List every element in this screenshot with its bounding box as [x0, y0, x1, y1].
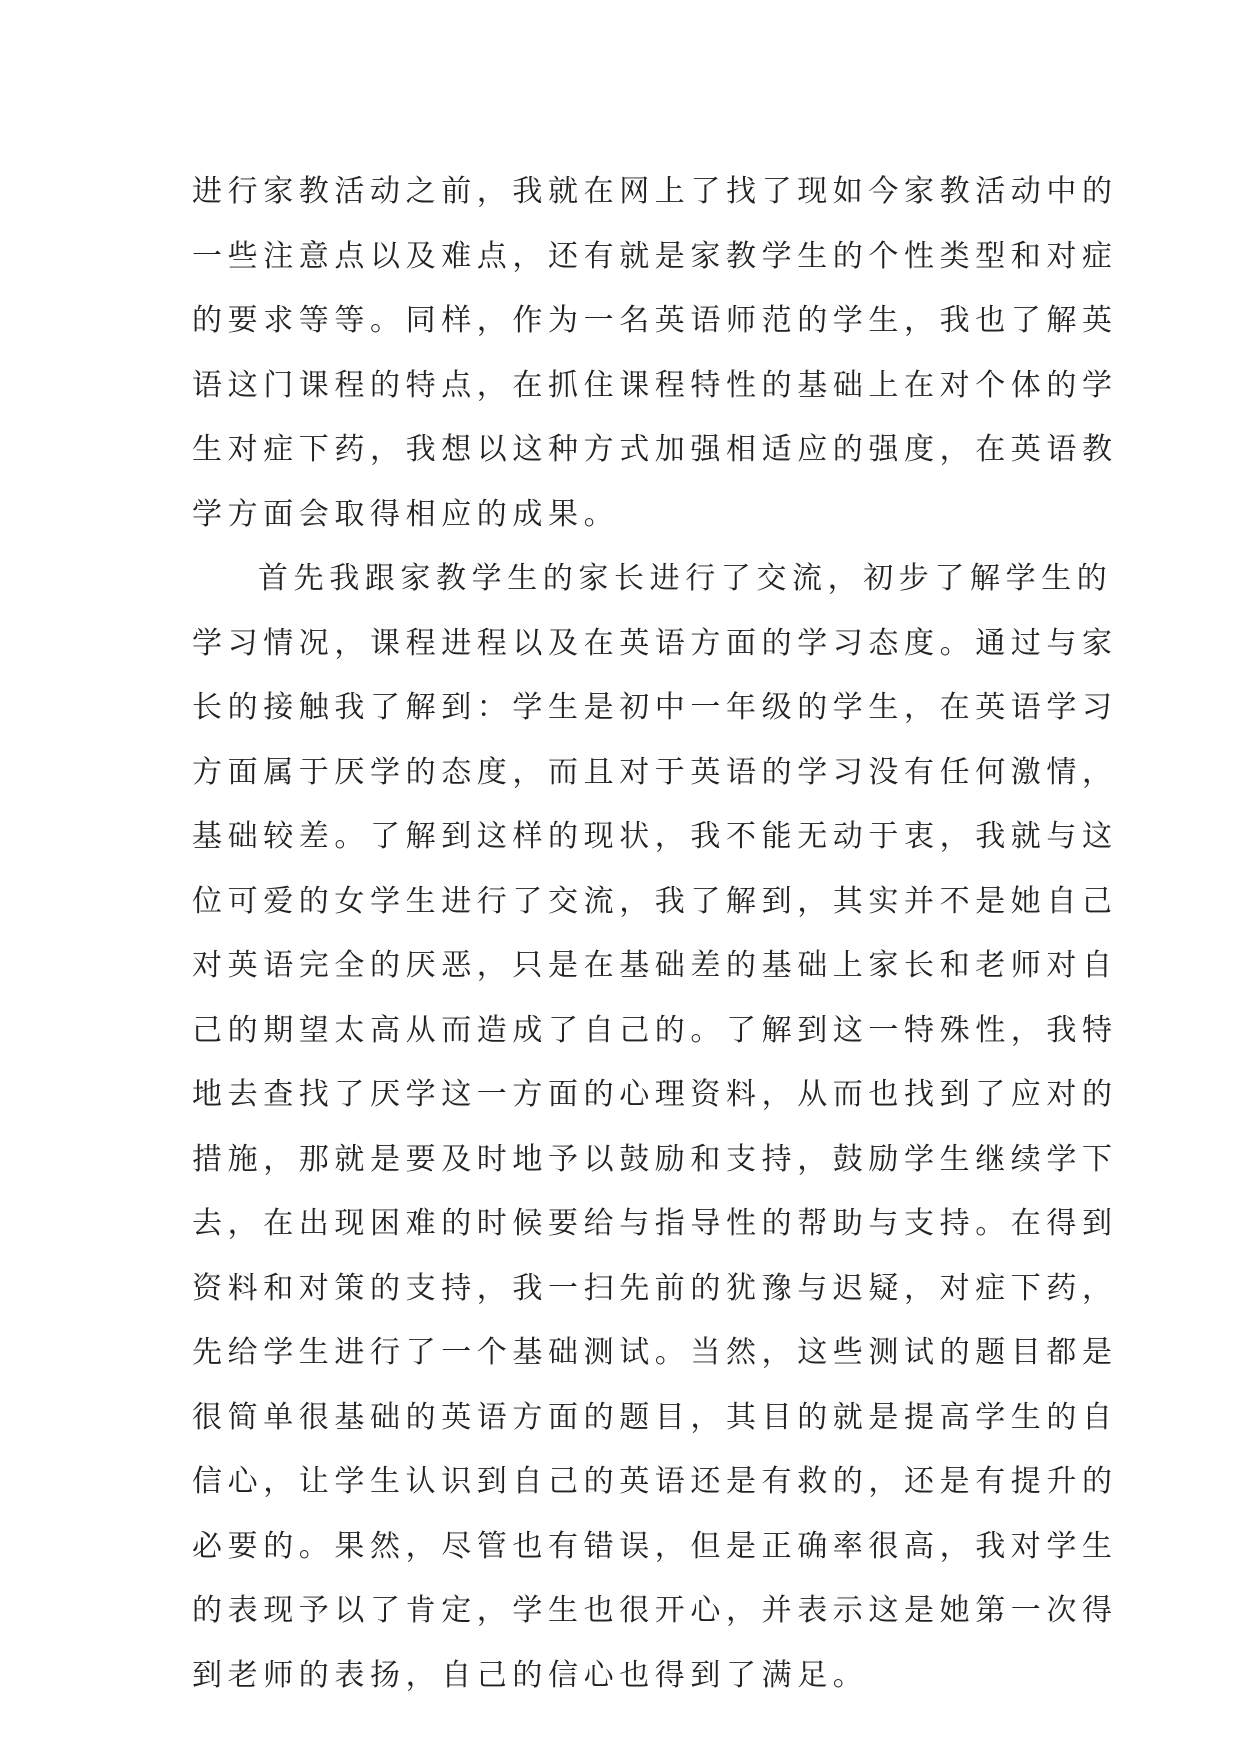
text-line: 语这门课程的特点，在抓住课程特性的基础上在对个体的学 [192, 367, 1118, 403]
text-line: 的表现予以了肯定，学生也很开心，并表示这是她第一次得 [192, 1593, 1118, 1628]
text-line: 的要求等等。同样，作为一名英语师范的学生，我也了解英 [192, 303, 1118, 338]
text-line: 地去查找了厌学这一方面的心理资料，从而也找到了应对的 [192, 1077, 1118, 1112]
text-line: 生对症下药，我想以这种方式加强相适应的强度，在英语教 [192, 432, 1118, 467]
text-line: 首先我跟家教学生的家长进行了交流，初步了解学生的 [258, 561, 1113, 596]
text-line: 先给学生进行了一个基础测试。当然，这些测试的题目都是 [192, 1335, 1118, 1370]
text-line: 一些注意点以及难点，还有就是家教学生的个性类型和对症 [192, 238, 1118, 274]
text-line: 资料和对策的支持，我一扫先前的犹豫与迟疑，对症下药， [192, 1270, 1118, 1306]
text-line: 去，在出现困难的时候要给与指导性的帮助与支持。在得到 [192, 1206, 1118, 1241]
text-line: 学习情况，课程进程以及在英语方面的学习态度。通过与家 [192, 625, 1118, 661]
text-line: 必要的。果然，尽管也有错误，但是正确率很高，我对学生 [192, 1528, 1118, 1564]
text-line: 到老师的表扬，自己的信心也得到了满足。 [192, 1657, 869, 1693]
text-line: 措施，那就是要及时地予以鼓励和支持，鼓励学生继续学下 [192, 1141, 1118, 1177]
text-line: 很简单很基础的英语方面的题目，其目的就是提高学生的自 [192, 1399, 1118, 1435]
text-line: 进行家教活动之前，我就在网上了找了现如今家教活动中的 [192, 174, 1118, 209]
body-text [192, 160, 1118, 1708]
text-line: 信心，让学生认识到自己的英语还是有救的，还是有提升的 [192, 1464, 1118, 1499]
text-line: 方面属于厌学的态度，而且对于英语的学习没有任何激情， [192, 754, 1118, 790]
text-line: 基础较差。了解到这样的现状，我不能无动于衷，我就与这 [192, 819, 1118, 854]
text-line: 位可爱的女学生进行了交流，我了解到，其实并不是她自己 [192, 883, 1118, 919]
text-line: 长的接触我了解到：学生是初中一年级的学生，在英语学习 [192, 690, 1118, 725]
paragraph-1 [192, 160, 1118, 547]
text-line: 己的期望太高从而造成了自己的。了解到这一特殊性，我特 [192, 1012, 1118, 1048]
text-line: 学方面会取得相应的成果。 [192, 496, 620, 532]
text-line: 对英语完全的厌恶，只是在基础差的基础上家长和老师对自 [192, 948, 1118, 983]
paragraph-2 [192, 547, 1118, 1708]
